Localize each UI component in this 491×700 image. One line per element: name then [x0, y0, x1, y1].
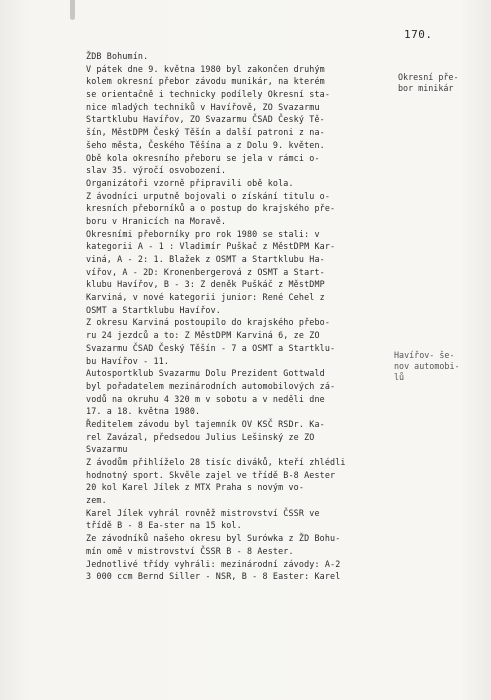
text-line: Ze závodníků našeho okresu byl Surówka z ŽD Bohu- [86, 533, 341, 544]
text-line: kresních přeborníků a o postup do krajského pře- [86, 203, 336, 214]
text-line: kategorii A - 1 : Vladimír Puškač z MěstDPM Kar- [86, 241, 336, 252]
text-line: Obě kola okresního přeboru se jela v rámci o- [86, 152, 320, 163]
text-line: Startklubu Havířov, ZO Svazarmu ČSAD Český Tě- [86, 114, 325, 125]
margin-note-line: lů [394, 372, 405, 382]
text-line: ru 24 jezdců a to: Z MěstDPM Karviná 6, ze ZO [86, 330, 320, 341]
margin-note-line: nov automobi- [394, 361, 460, 371]
text-line: Autosportklub Svazarmu Dolu Prezident Gottwald [86, 368, 325, 379]
text-line: třídě B - 8 Ea-ster na 15 kol. [86, 520, 242, 531]
margin-note-line: bor minikár [398, 83, 454, 93]
text-line: Z ávodům přihlíželo 28 tisíc diváků, kteří zhlédli [86, 457, 346, 467]
text-line: boru v Hranicích na Moravě. [86, 215, 227, 226]
text-line: Z okresu Karviná postoupilo do krajského přebo- [86, 317, 331, 328]
text-line: 3 000 ccm Bernd Siller - NSR, B - 8 Easter: Karel [86, 571, 341, 582]
page-number: 170. [404, 28, 433, 41]
text-line: Svazarmu ČSAD Český Těšín - 7 a OSMT a Startklu- [86, 342, 336, 353]
punch-hole-mark [70, 0, 75, 20]
text-line: viná, A - 2: 1. Blažek z OSMT a Startklubu Ha- [86, 254, 325, 264]
text-line: se orientačně i technicky podílely Okresní sta- [86, 89, 331, 100]
text-line: bu Havířov - 11. [86, 355, 170, 366]
text-line: V pátek dne 9. května 1980 byl zakončen druhým [86, 63, 325, 74]
text-line: OSMT a Startklubu Havířov. [86, 304, 221, 315]
text-line: Organizátoři vzorně připravili obě kola. [86, 177, 294, 188]
text-line: nice mladých techniků v Havířově, ZO Svazarmu [86, 101, 320, 112]
text-line: Jednotlivé třídy vyhráli: mezinárodní závody: A-2 [86, 558, 341, 569]
text-line: šeho města, Českého Těšína a z Dolu 9. květen. [86, 139, 325, 150]
margin-note-havirov [394, 350, 460, 383]
margin-note-line: Okresní pře- [398, 72, 459, 82]
text-line: mín omě v mistrovství ČSSR B - 8 Aester. [86, 545, 294, 556]
text-line: šín, MěstDPM Český Těšín a další patroni z na- [86, 127, 325, 138]
text-line: Z ávodníci urputně bojovali o získání titulu o- [86, 190, 331, 201]
text-line: vodů na okruhu 4 320 m v sobotu a v neděli dne [86, 393, 325, 404]
margin-note-line: Havířov- še- [394, 350, 455, 360]
text-line: vířov, A - 2D: Kronenbergerová z OSMT a Start- [86, 266, 325, 277]
text-line: byl pořadatelem mezinárodních automobilových zá- [86, 380, 336, 391]
text-line: rel Zavázal, předsedou Julius Lešinský ze ZO [86, 431, 315, 442]
text-line: kolem okresní přebor závodu munikár, na kterém [86, 76, 325, 87]
text-line: Ředitelem závodu byl tajemník OV KSČ RSDr. Ka- [86, 418, 325, 429]
margin-note-okresni-prebor [398, 72, 459, 94]
text-line: slav 35. výročí osvobození. [86, 165, 227, 176]
text-line: zem. [86, 495, 107, 506]
body-text [86, 50, 386, 583]
text-line: Svazarmu [86, 444, 128, 455]
text-line: Okresními přeborníky pro rok 1980 se stali: v [86, 228, 320, 239]
text-line: 17. a 18. května 1980. [86, 406, 201, 417]
text-line: hodnotný sport. Skvěle zajel ve třídě B-8 Aester [86, 469, 336, 480]
text-line: Karviná, v nové kategorii junior: René Cehel z [86, 292, 325, 303]
text-line: ŽDB Bohumín. [86, 51, 149, 61]
text-line: klubu Havířov, B - 3: Z deněk Puškáč z MěstDMP [86, 279, 325, 290]
text-line: 20 kol Karel Jílek z MTX Praha s novým vo- [86, 482, 305, 493]
text-line: Karel Jílek vyhrál rovněž mistrovství ČSSR ve [86, 507, 320, 518]
